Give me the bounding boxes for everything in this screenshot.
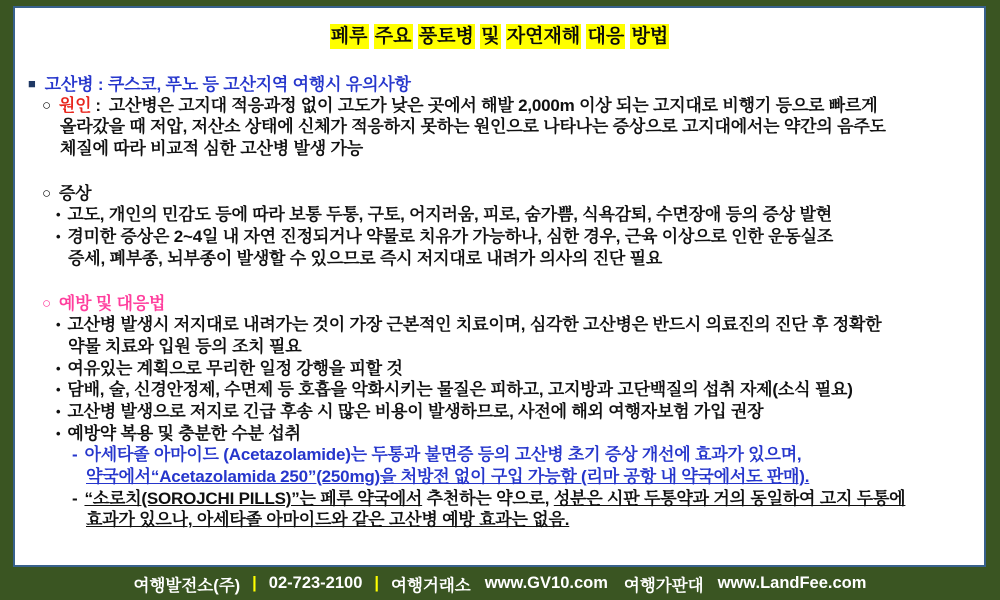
footer-exchange-label: 여행거래소	[391, 576, 471, 595]
cause-text-3: 체질에 따라 비교적 심한 고산병 발생 가능	[60, 139, 363, 159]
cause-label: 원인	[58, 95, 92, 115]
symptoms-heading-text: 증상	[58, 183, 92, 203]
footer-phone: 02-723-2100	[268, 574, 363, 592]
cause-line-3	[15, 138, 984, 160]
footer-company: 여행발전소(주)	[133, 576, 241, 595]
dash-bullet-icon: -	[72, 488, 78, 508]
medication-2-text-1c: 성분은 시판 두통약과 거의 동일하여 고지 두통에	[553, 488, 906, 508]
prevention-heading	[15, 293, 984, 315]
dot-bullet-icon: •	[56, 317, 61, 333]
symptoms-item-2-text-1: 경미한 증상은 2~4일 내 자연 진정되거나 약물로 치유가 가능하나, 심한 경우, 근육 이상으로 인한 운동실조	[67, 227, 834, 247]
circle-bullet-icon: ○	[42, 294, 51, 312]
dot-bullet-icon: •	[56, 382, 61, 398]
medication-1-text-2: 약국에서“Acetazolamida 250”(250mg)을 처방전 없이 구입 가능함 (리마 공항 내 약국에서도 판매).	[86, 467, 810, 486]
prevention-item-4	[15, 401, 984, 423]
symptoms-item-1	[15, 204, 984, 226]
symptoms-item-1-text: 고도, 개인의 민감도 등에 따라 보통 두통, 구토, 어지러움, 피로, 숨가쁨, 식욕감퇴, 수면장애 등의 증상 발현	[67, 205, 832, 225]
title-word-highlight: 주요	[374, 26, 412, 47]
circle-bullet-icon: ○	[42, 96, 51, 114]
dot-bullet-icon: •	[56, 207, 61, 223]
prevention-item-4-text: 고산병 발생으로 저지로 긴급 후송 시 많은 비용이 발생하므로, 사전에 해외 여행자보험 가입 권장	[67, 401, 764, 421]
document-body	[15, 73, 984, 531]
symptoms-item-2-line-2	[15, 248, 984, 270]
footer-stand-url: www.LandFee.com	[717, 574, 867, 592]
medication-2-line-1	[15, 488, 984, 510]
dot-bullet-icon: •	[56, 229, 61, 245]
prevention-item-2	[15, 358, 984, 380]
dot-bullet-icon: •	[56, 360, 61, 376]
title-word-highlight: 및	[481, 26, 500, 47]
medication-1-line-2	[15, 466, 984, 488]
symptoms-heading	[15, 183, 984, 205]
footer-exchange-url: www.GV10.com	[484, 574, 608, 592]
prevention-heading-text: 예방 및 대응법	[58, 293, 166, 313]
title-word-highlight: 풍토병	[418, 26, 474, 47]
medication-2-text-1a: “소로치(SOROJCHI PILLS)”는 페루 약국에서	[84, 488, 423, 508]
prevention-item-5	[15, 423, 984, 445]
title-word-highlight: 방법	[631, 26, 669, 47]
page-title	[15, 21, 984, 48]
section-heading-text: 고산병 : 쿠스코, 푸노 등 고산지역 여행시 유의사항	[44, 75, 411, 94]
cause-text-1: 고산병은 고지대 적응과정 없이 고도가 낮은 곳에서 해발 2,000m 이상 되는 고지대로 비행기 등으로 빠르게	[108, 95, 878, 115]
spacer	[15, 270, 984, 293]
medication-1-text-1: 아세타졸 아마이드 (Acetazolamide)는 두통과 불면증 등의 고산병 초기 증상 개선에 효과가 있으며,	[84, 445, 802, 465]
circle-bullet-icon: ○	[42, 184, 51, 202]
footer-separator: |	[374, 574, 379, 592]
prevention-item-3	[15, 379, 984, 401]
symptoms-item-2-line-1	[15, 226, 984, 248]
footer-separator: |	[252, 574, 257, 592]
cause-line-1	[15, 95, 984, 117]
prevention-item-1-text-2: 약물 치료와 입원 등의 조치 필요	[68, 336, 302, 356]
cause-colon: :	[95, 95, 101, 115]
square-bullet-icon: ■	[28, 76, 36, 91]
medication-1-line-1	[15, 444, 984, 466]
cause-line-2	[15, 116, 984, 138]
prevention-item-5-text: 예방약 복용 및 충분한 수분 섭취	[67, 423, 301, 443]
prevention-item-2-text: 여유있는 계획으로 무리한 일정 강행을 피할 것	[67, 358, 403, 378]
cause-text-2: 올라갔을 때 저압, 저산소 상태에 신체가 적응하지 못하는 원인으로 나타나는 증상으로 고지대에서는 약간의 음주도	[60, 117, 886, 137]
symptoms-item-2-text-2: 증세, 폐부종, 뇌부종이 발생할 수 있으므로 즉시 저지대로 내려가 의사의 진단 필요	[68, 248, 663, 268]
prevention-item-1-line-1	[15, 314, 984, 336]
prevention-item-1-text-1: 고산병 발생시 저지대로 내려가는 것이 가장 근본적인 치료이며, 심각한 고산병은 반드시 의료진의 진단 후 정확한	[67, 315, 882, 335]
dot-bullet-icon: •	[56, 403, 61, 419]
title-word-highlight: 페루	[330, 26, 368, 47]
spacer	[15, 160, 984, 183]
dash-bullet-icon: -	[72, 445, 78, 465]
medication-2-text-2: 효과가 있으나, 아세타졸 아마이드와 같은 고산병 예방 효과는 없음.	[86, 510, 570, 530]
title-word-highlight: 자연재해	[506, 26, 581, 47]
prevention-item-3-text: 담배, 술, 신경안정제, 수면제 등 호흡을 악화시키는 물질은 피하고, 고지방과 고단백질의 섭취 자제(소식 필요)	[67, 380, 853, 400]
document-page	[13, 6, 986, 567]
footer-bar	[0, 567, 1000, 600]
dot-bullet-icon: •	[56, 425, 61, 441]
medication-2-line-2	[15, 509, 984, 531]
prevention-item-1-line-2	[15, 336, 984, 358]
section-heading-altitude-sickness	[15, 73, 984, 95]
footer-stand-label: 여행가판대	[623, 576, 704, 595]
medication-2-text-1b: 추천하는 약으로,	[422, 488, 554, 508]
title-word-highlight: 대응	[587, 26, 625, 47]
